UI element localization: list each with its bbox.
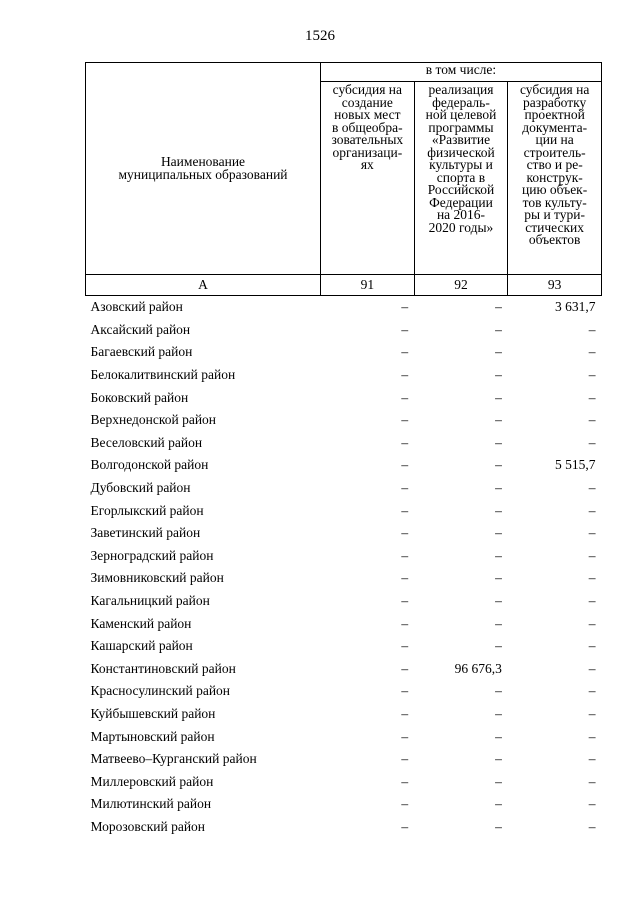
- municipality-name-cell: Кагальницкий район: [90, 593, 210, 609]
- table-row: [86, 703, 602, 726]
- value-cell-93: –: [588, 818, 596, 834]
- municipality-name-cell: Боковский район: [90, 389, 189, 405]
- value-cell-91: –: [401, 434, 409, 450]
- value-cell-93: –: [588, 638, 596, 654]
- value-cell-92: –: [495, 434, 502, 450]
- table-row: [86, 612, 602, 635]
- value-cell-92: –: [495, 705, 502, 721]
- value-cell-91: –: [401, 389, 409, 405]
- value-cell-91: –: [401, 818, 409, 834]
- value-cell-92: –: [495, 412, 502, 428]
- municipality-name-cell: Зерноградский район: [90, 547, 214, 563]
- value-cell-93: –: [588, 525, 596, 541]
- value-cell-92: –: [495, 389, 502, 405]
- municipality-name-cell: Миллеровский район: [90, 773, 214, 789]
- table-row: [86, 725, 602, 748]
- value-cell-92: –: [495, 615, 502, 631]
- table-body: [86, 296, 602, 839]
- value-cell-93: –: [588, 434, 596, 450]
- value-cell-93: –: [588, 502, 596, 518]
- municipality-name-cell: Матвеево–Курганский район: [90, 751, 257, 767]
- value-cell-92: –: [495, 367, 502, 383]
- municipality-name-cell: Красносулинский район: [90, 683, 231, 699]
- value-cell-92: –: [495, 570, 502, 586]
- value-cell-92: –: [495, 457, 502, 473]
- value-cell-91: –: [401, 796, 409, 812]
- table-row: [86, 816, 602, 839]
- municipality-name-header-text: Наименование муниципальных образований: [118, 154, 288, 182]
- value-cell-92: –: [495, 480, 502, 496]
- municipal-subsidies-table: [85, 62, 602, 838]
- value-cell-91: –: [401, 299, 409, 315]
- value-cell-92: –: [495, 525, 502, 541]
- table-row: [86, 432, 602, 455]
- municipality-name-cell: Морозовский район: [90, 818, 206, 834]
- value-cell-93: –: [588, 705, 596, 721]
- table-row: [86, 386, 602, 409]
- table-row: [86, 499, 602, 522]
- municipality-name-cell: Заветинский район: [90, 525, 201, 541]
- value-cell-93: –: [588, 796, 596, 812]
- value-cell-91: –: [401, 525, 409, 541]
- table-row: [86, 477, 602, 500]
- municipality-name-cell: Азовский район: [90, 299, 183, 315]
- value-cell-92: –: [495, 728, 502, 744]
- municipality-name-cell: Каменский район: [90, 615, 192, 631]
- value-cell-93: –: [588, 412, 596, 428]
- value-cell-92: –: [495, 321, 502, 337]
- municipality-name-cell: Зимовниковский район: [90, 570, 224, 586]
- value-cell-92: –: [495, 593, 502, 609]
- value-cell-93: –: [588, 615, 596, 631]
- value-cell-93: –: [588, 344, 596, 360]
- value-cell-91: –: [401, 705, 409, 721]
- value-cell-91: –: [401, 570, 409, 586]
- value-cell-93: –: [588, 480, 596, 496]
- value-cell-91: –: [401, 638, 409, 654]
- table-row: [86, 364, 602, 387]
- municipality-name-cell: Константиновский район: [90, 660, 236, 676]
- municipality-name-cell: Багаевский район: [90, 344, 193, 360]
- table-row: [86, 590, 602, 613]
- column-header-91-text: субсидия на создание новых мест в общеобра- зовательных организаци- ях: [331, 82, 404, 172]
- municipality-name-cell: Дубовский район: [90, 480, 191, 496]
- value-cell-93: –: [588, 547, 596, 563]
- value-cell-93: 3 631,7: [554, 299, 596, 315]
- table-row: [86, 454, 602, 477]
- table-row: [86, 635, 602, 658]
- value-cell-92: –: [495, 547, 502, 563]
- column-index-93: 93: [508, 275, 602, 296]
- table-row: [86, 793, 602, 816]
- value-cell-91: –: [401, 412, 409, 428]
- value-cell-93: 5 515,7: [554, 457, 596, 473]
- value-cell-93: –: [588, 751, 596, 767]
- value-cell-93: –: [588, 773, 596, 789]
- municipality-name-cell: Кашарский район: [90, 638, 193, 654]
- table-row: [86, 770, 602, 793]
- municipality-name-cell: Аксайский район: [90, 321, 191, 337]
- value-cell-91: –: [401, 683, 409, 699]
- column-index-91: 91: [321, 275, 415, 296]
- value-cell-93: –: [588, 593, 596, 609]
- value-cell-93: –: [588, 728, 596, 744]
- municipality-name-cell: Милютинский район: [90, 796, 212, 812]
- column-index-92: 92: [414, 275, 508, 296]
- table-row: [86, 658, 602, 681]
- value-cell-91: –: [401, 593, 409, 609]
- page-number: 1526: [305, 28, 335, 44]
- column-index-a: А: [86, 275, 321, 296]
- table-row: [86, 296, 602, 319]
- value-cell-93: –: [588, 389, 596, 405]
- value-cell-91: –: [401, 773, 409, 789]
- table-row: [86, 409, 602, 432]
- value-cell-92: –: [495, 751, 502, 767]
- municipality-name-cell: Волгодонской район: [90, 457, 209, 473]
- column-header-92-text: реализация федераль- ной целевой программы «Развитие физической культуры и спорта в Российской Федерации на 2016- 2020 годы»: [425, 82, 497, 235]
- table-row: [86, 748, 602, 771]
- municipality-name-header: [86, 63, 321, 275]
- value-cell-91: –: [401, 367, 409, 383]
- municipality-name-cell: Куйбышевский район: [90, 705, 216, 721]
- value-cell-93: –: [588, 570, 596, 586]
- value-cell-92: –: [495, 299, 502, 315]
- column-header-93-text: субсидия на разработку проектной документа- ции на строитель- ство и ре- конструк- цию объек- тов культу- ры и тури- стических объектов: [519, 82, 590, 247]
- table-row: [86, 545, 602, 568]
- value-cell-91: –: [401, 615, 409, 631]
- value-cell-92: –: [495, 818, 502, 834]
- table-row: [86, 522, 602, 545]
- column-header-91: [321, 82, 415, 275]
- municipality-name-cell: Мартыновский район: [90, 728, 215, 744]
- column-header-93: [508, 82, 602, 275]
- table-row: [86, 680, 602, 703]
- value-cell-92: –: [495, 796, 502, 812]
- municipality-name-cell: Верхнедонской район: [90, 412, 217, 428]
- value-cell-92: –: [495, 638, 502, 654]
- table-row: [86, 567, 602, 590]
- municipality-name-cell: Веселовский район: [90, 434, 203, 450]
- column-header-92: [414, 82, 508, 275]
- municipality-name-cell: Егорлыкский район: [90, 502, 204, 518]
- value-cell-91: –: [401, 751, 409, 767]
- value-cell-92: 96 676,3: [454, 660, 502, 676]
- value-cell-92: –: [495, 502, 502, 518]
- value-cell-91: –: [401, 457, 409, 473]
- value-cell-93: –: [588, 683, 596, 699]
- value-cell-91: –: [401, 480, 409, 496]
- table-row: [86, 319, 602, 342]
- value-cell-91: –: [401, 344, 409, 360]
- value-cell-93: –: [588, 321, 596, 337]
- value-cell-91: –: [401, 660, 409, 676]
- value-cell-92: –: [495, 683, 502, 699]
- value-cell-92: –: [495, 773, 502, 789]
- value-cell-91: –: [401, 728, 409, 744]
- value-cell-93: –: [588, 660, 596, 676]
- value-cell-91: –: [401, 502, 409, 518]
- municipality-name-cell: Белокалитвинский район: [90, 367, 236, 383]
- including-group-header: в том числе:: [321, 63, 602, 82]
- value-cell-91: –: [401, 321, 409, 337]
- value-cell-93: –: [588, 367, 596, 383]
- table-row: [86, 341, 602, 364]
- column-index-row: [86, 275, 602, 296]
- value-cell-91: –: [401, 547, 409, 563]
- value-cell-92: –: [495, 344, 502, 360]
